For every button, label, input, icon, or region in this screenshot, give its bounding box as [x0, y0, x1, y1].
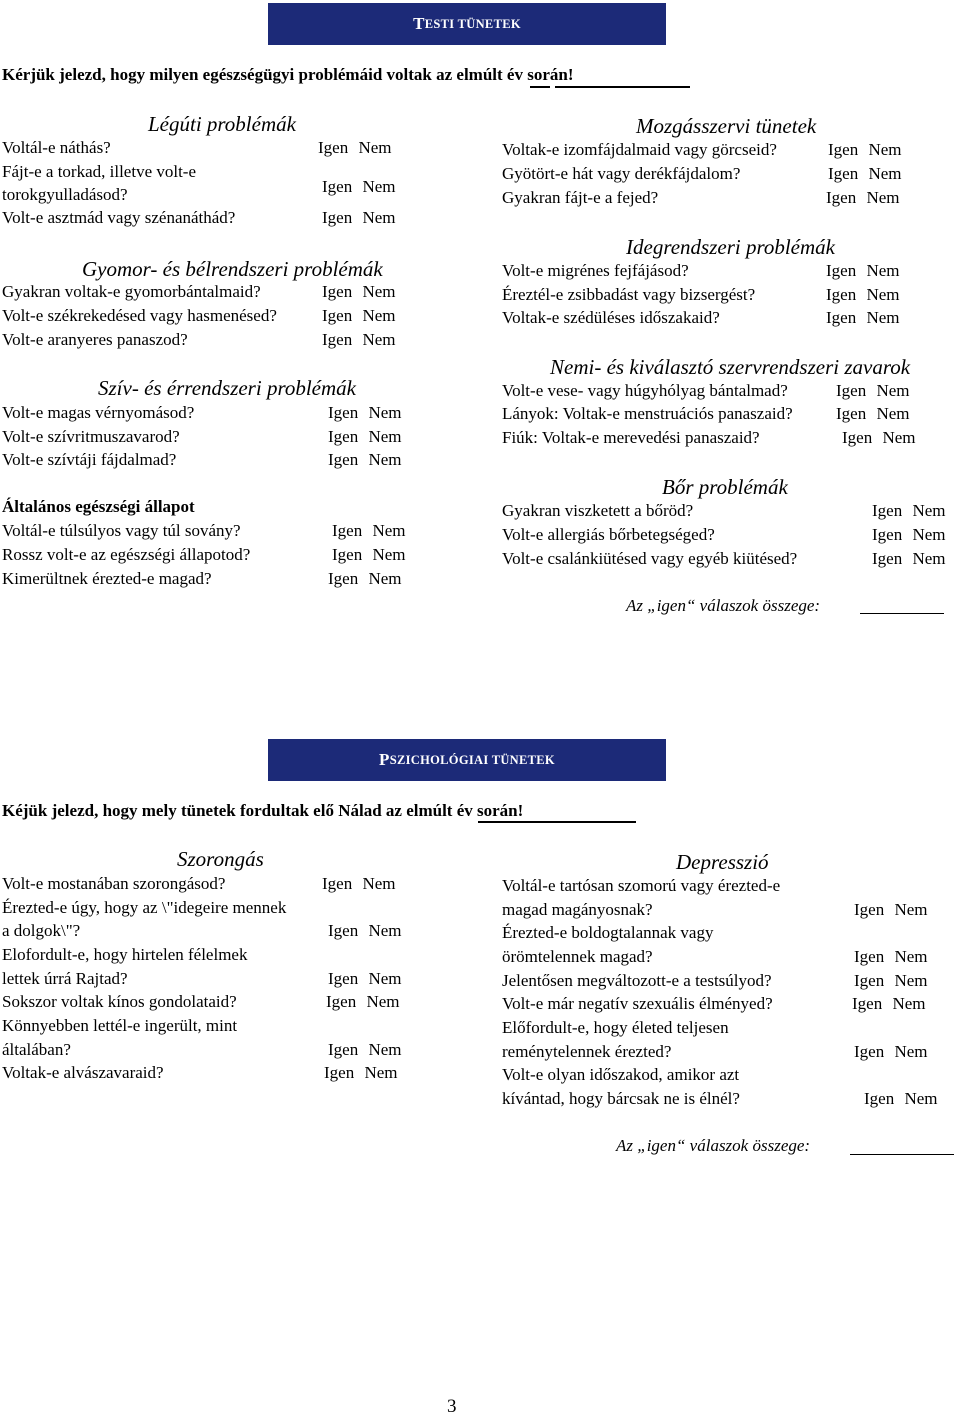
question: Volt-e magas vérnyomásod? [2, 403, 195, 422]
question: Éreztél-e zsibbadást vagy bizsergést? [502, 285, 756, 304]
question: Fiúk: Voltak-e merevedési panaszaid? [502, 428, 760, 447]
answer-options[interactable]: Igen Nem [872, 549, 946, 568]
answer-options[interactable]: Igen Nem [328, 403, 402, 422]
answer-options[interactable]: Igen Nem [328, 921, 402, 940]
question: Jelentősen megváltozott-e a testsúlyod? [502, 971, 772, 990]
answer-options[interactable]: Igen Nem [854, 900, 928, 919]
question: Volt-e olyan időszakod, amikor azt [502, 1065, 740, 1084]
question: magad magányosnak? [502, 900, 653, 919]
answer-options[interactable]: Igen Nem [322, 330, 396, 349]
question: Volt-e aranyeres panaszod? [2, 330, 188, 349]
answer-options[interactable]: Igen Nem [324, 1063, 398, 1082]
question: örömtelennek magad? [502, 947, 653, 966]
question: általában? [2, 1040, 71, 1059]
answer-options[interactable]: Igen Nem [826, 285, 900, 304]
underline-decoration [555, 86, 690, 88]
answer-options[interactable]: Igen Nem [326, 992, 400, 1011]
answer-options[interactable]: Igen Nem [864, 1089, 938, 1108]
answer-options[interactable]: Igen Nem [318, 138, 392, 157]
instruction-physical: Kérjük jelezd, hogy milyen egészségügyi problémáid voltak az elmúlt év során! [2, 65, 574, 84]
answer-options[interactable]: Igen Nem [322, 306, 396, 325]
answer-options[interactable]: Igen Nem [836, 404, 910, 423]
answer-options[interactable]: Igen Nem [328, 450, 402, 469]
question: Előfordult-e, hogy életed teljesen [502, 1018, 729, 1037]
banner-rest: ESTI TÜNETEK [424, 16, 521, 31]
banner-initial: P [379, 750, 390, 769]
question: Gyakran voltak-e gyomorbántalmaid? [2, 282, 261, 301]
page-number: 3 [447, 1396, 457, 1417]
banner-rest: SZICHOLÓGIAI TÜNETEK [389, 752, 555, 767]
question: reménytelennek érezted? [502, 1042, 672, 1061]
sum-field-physical[interactable] [860, 613, 944, 614]
section-title-bor: Bőr problémák [662, 475, 788, 499]
question: Volt-e székrekedésed vagy hasmenésed? [2, 306, 277, 325]
answer-options[interactable]: Igen Nem [872, 501, 946, 520]
answer-options[interactable]: Igen Nem [836, 381, 910, 400]
question: Gyakran fájt-e a fejed? [502, 188, 659, 207]
answer-options[interactable]: Igen Nem [332, 545, 406, 564]
question: Érezted-e úgy, hogy az \"idegeire mennek [2, 898, 287, 917]
question: Volt-e már negatív szexuális élményed? [502, 994, 773, 1013]
question: torokgyulladásod? [2, 185, 128, 204]
question: Voltál-e tartósan szomorú vagy érezted-e [502, 876, 781, 895]
question: Gyötört-e hát vagy derékfájdalom? [502, 164, 741, 183]
question: Volt-e asztmád vagy szénanáthád? [2, 208, 236, 227]
question: Voltál-e náthás? [2, 138, 111, 157]
answer-options[interactable]: Igen Nem [842, 428, 916, 447]
section-title-mozgas: Mozgásszervi tünetek [636, 114, 817, 138]
answer-options[interactable]: Igen Nem [852, 994, 926, 1013]
question: Fájt-e a torkad, illetve volt-e [2, 162, 197, 181]
section-banner-physical [268, 3, 666, 45]
question: Volt-e migrénes fejfájásod? [502, 261, 689, 280]
question: kívántad, hogy bárcsak ne is élnél? [502, 1089, 740, 1108]
question: Volt-e szívritmuszavarod? [2, 427, 180, 446]
section-banner-psychological [268, 739, 666, 781]
section-title-altalanos: Általános egészségi állapot [2, 497, 195, 516]
underline-decoration [530, 86, 550, 88]
answer-options[interactable]: Igen Nem [854, 1042, 928, 1061]
question: Könnyebben lettél-e ingerült, mint [2, 1016, 238, 1035]
question: Érezted-e boldogtalannak vagy [502, 923, 714, 942]
answer-options[interactable]: Igen Nem [828, 140, 902, 159]
question: Elofordult-e, hogy hirtelen félelmek [2, 945, 248, 964]
question: Lányok: Voltak-e menstruációs panaszaid? [502, 404, 793, 423]
answer-options[interactable]: Igen Nem [872, 525, 946, 544]
answer-options[interactable]: Igen Nem [322, 208, 396, 227]
section-title-nemi: Nemi- és kiválasztó szervrendszeri zavarok [550, 355, 911, 379]
answer-options[interactable]: Igen Nem [322, 874, 396, 893]
answer-options[interactable]: Igen Nem [828, 164, 902, 183]
section-title-gyomor: Gyomor- és bélrendszeri problémák [82, 257, 383, 281]
sum-label-psychological: Az „igen“ válaszok összege: [616, 1136, 811, 1155]
question: Rossz volt-e az egészségi állapotod? [2, 545, 251, 564]
instruction-psychological: Kéjük jelezd, hogy mely tünetek fordultak elő Nálad az elmúlt év során! [2, 801, 524, 820]
question: Volt-e csalánkiütésed vagy egyéb kiütésed? [502, 549, 798, 568]
question: Gyakran viszketett a bőröd? [502, 501, 694, 520]
question: Volt-e mostanában szorongásod? [2, 874, 226, 893]
question: Voltál-e túlsúlyos vagy túl sovány? [2, 521, 241, 540]
answer-options[interactable]: Igen Nem [826, 308, 900, 327]
answer-options[interactable]: Igen Nem [322, 177, 396, 196]
underline-decoration [478, 821, 636, 823]
answer-options[interactable]: Igen Nem [854, 971, 928, 990]
answer-options[interactable]: Igen Nem [328, 427, 402, 446]
question: Volt-e vese- vagy húgyhólyag bántalmad? [502, 381, 788, 400]
question: Voltak-e szédüléses időszakaid? [502, 308, 720, 327]
question: Volt-e allergiás bőrbetegséged? [502, 525, 715, 544]
section-title-depresszio: Depresszió [676, 850, 769, 874]
section-title-szorongas: Szorongás [177, 847, 264, 871]
section-title-ideg: Idegrendszeri problémák [626, 235, 835, 259]
question: Sokszor voltak kínos gondolataid? [2, 992, 237, 1011]
question: a dolgok\"? [2, 921, 81, 940]
section-title-legui: Légúti problémák [148, 112, 296, 136]
section-title-sziv: Szív- és érrendszeri problémák [98, 376, 356, 400]
banner-initial: T [413, 14, 425, 33]
answer-options[interactable]: Igen Nem [826, 188, 900, 207]
answer-options[interactable]: Igen Nem [826, 261, 900, 280]
answer-options[interactable]: Igen Nem [328, 1040, 402, 1059]
sum-field-psychological[interactable] [850, 1154, 954, 1155]
answer-options[interactable]: Igen Nem [332, 521, 406, 540]
answer-options[interactable]: Igen Nem [322, 282, 396, 301]
answer-options[interactable]: Igen Nem [328, 569, 402, 588]
question: Voltak-e alvászavaraid? [2, 1063, 164, 1082]
question: Volt-e szívtáji fájdalmad? [2, 450, 177, 469]
sum-label-physical: Az „igen“ válaszok összege: [626, 596, 821, 615]
question: Kimerültnek érezted-e magad? [2, 569, 212, 588]
question: lettek úrrá Rajtad? [2, 969, 128, 988]
answer-options[interactable]: Igen Nem [854, 947, 928, 966]
answer-options[interactable]: Igen Nem [328, 969, 402, 988]
question: Voltak-e izomfájdalmaid vagy görcseid? [502, 140, 777, 159]
